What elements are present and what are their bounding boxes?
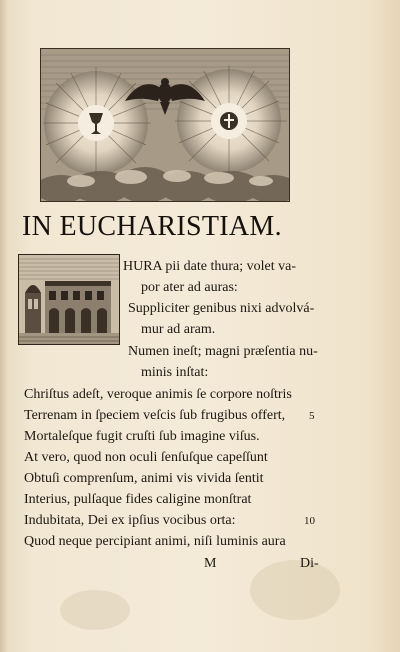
verse-line-7: Indubitata, Dei ex ipſius vocibus orta:: [24, 513, 236, 528]
paper-stain: [60, 590, 130, 630]
stanza-line-1: HURA pii date thura; volet va-: [123, 259, 297, 274]
vignette-engraving: [19, 255, 119, 344]
line-number-10: 10: [304, 515, 315, 527]
stanza-line-6: minis inſtat:: [141, 365, 209, 380]
verse-line-4: At vero, quod non oculi ſenſuſque capeſſunt: [24, 450, 268, 465]
verse-line-8: Quod neque percipiant animi, niſi luminis aura: [24, 534, 286, 549]
signature-mark: M: [204, 556, 217, 571]
verse-line-3: Mortaleſque fugit cruſti ſub imagine viſus.: [24, 429, 260, 444]
line-number-5: 5: [309, 410, 315, 422]
engraved-headpiece: [40, 48, 290, 202]
stanza-line-4: mur ad aram.: [141, 322, 216, 337]
catchword: Di-: [300, 556, 319, 571]
verse-line-6: Interius, pulſaque fides caligine monſtrat: [24, 492, 252, 507]
stanza-line-3: Suppliciter genibus nixi advolvá-: [128, 301, 315, 316]
headpiece-engraving: [41, 49, 289, 201]
page-heading: IN EUCHARISTIAM.: [22, 211, 282, 242]
verse-line-1: Chriſtus adeſt, veroque animis ſe corpore noſtris: [24, 387, 292, 402]
stanza-line-2: por ater ad auras:: [141, 280, 238, 295]
engraved-initial-vignette: [18, 254, 120, 345]
verse-line-2: Terrenam in ſpeciem veſcis ſub frugibus offert,: [24, 408, 286, 423]
verse-line-5: Obtuſi comprenſum, animi vis vivida ſentit: [24, 471, 264, 486]
stanza-line-5: Numen ineſt; magni præſentia nu-: [128, 344, 318, 359]
paper-stain: [250, 560, 340, 620]
